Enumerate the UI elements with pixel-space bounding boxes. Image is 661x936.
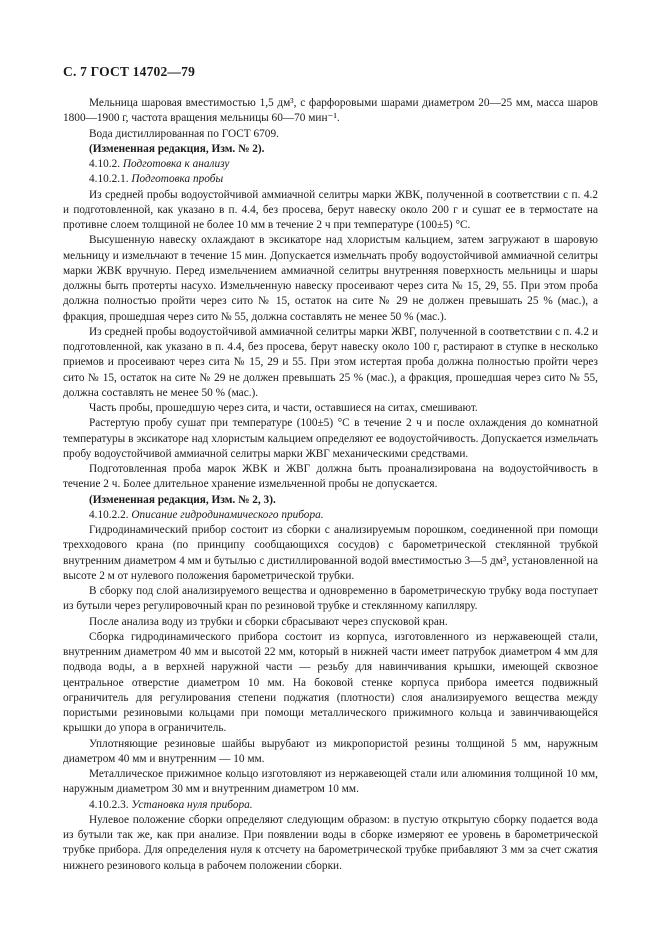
paragraph-text: Гидродинамический прибор состоит из сборки с анализируемым порошком, соединенной при помощи трехходового крана (по принципу сообщающихся сосудов) с барометрической стеклянной трубкой внутренним диаметром 4 мм и бутылью с дистиллированной водой вместимостью 3—5 дм³, установленной на высоте 2 м от нулевого положения барометрической трубки. (63, 524, 598, 582)
paragraph-zhvg-sample (63, 325, 598, 401)
paragraph-text: Вода дистиллированная по ГОСТ 6709. (89, 127, 279, 140)
amendment-note (63, 493, 598, 508)
paragraph-text: Часть пробы, прошедшую через сита, и части, оставшиеся на ситах, смешивают. (89, 402, 478, 414)
section-heading-4-10-2-3 (63, 798, 598, 813)
paragraph-text: (Измененная редакция, Изм. № 2). (89, 142, 265, 155)
paragraph-assembly (63, 630, 598, 737)
section-title: Установка нуля прибора. (131, 798, 253, 811)
paragraph-zhvk-sample (63, 188, 598, 234)
paragraph-text: Из средней пробы водоустойчивой аммиачной селитры марки ЖВГ, полученной в соответствии с п. 4.2 и подготовленной, как указано в п. 4.4, без просева, берут навеску около 100 г, растирают в ступке в несколько приемов и просеивают через сита № 15, 29 и 55. При этом истертая проба должна полностью пройти через сито № 15, остаток на сите № 29 не должен превышать 25 % (мас.), а фракция, прошедшая через сито № 55, должна составлять не менее 50 % (мас.). (63, 325, 598, 399)
paragraph-drain (63, 615, 598, 630)
paragraph-text: Высушенную навеску охлаждают в эксикаторе над хлористым кальцием, затем загружают в шаровую мельницу и измельчают в течение 15 мин. Допускается измельчать пробу водоустойчивой аммиачной селитры марки ЖВК вручную. Перед измельчением аммиачной селитры внутренняя поверхность мельницы и шары должны быть протерты насухо. Измельченную навеску просеивают через сита № 15, 29, 55. При этом проба должна полностью пройти через сито № 15, остаток на сите № 29 не должен превышать 25 % (мас.), а фракция, прошедшая через сито № 55, должна составлять не менее 50 % (мас.). (63, 234, 598, 323)
paragraph-text: Нулевое положение сборки определяют следующим образом: в пустую открытую сборку подается вода из бутыли так же, как при анализе. При появлении воды в сборке измеряют ее уровень в барометрической трубке прибора. Для определения нуля к отсчету на барометрической трубке прибавляют 3 мм за счет сжатия нижнего резинового кольца в рабочем положении сборки. (63, 813, 598, 872)
paragraph-text: После анализа воду из трубки и сборки сбрасывают через спусковой кран. (89, 615, 448, 628)
paragraph-zhvk-grinding (63, 233, 598, 325)
document-body (63, 96, 598, 874)
section-title: Подготовка пробы (131, 173, 224, 186)
paragraph-text: Металлическое прижимное кольцо изготовляют из нержавеющей стали или алюминия толщиной 10 мм, наружным диаметром 30 мм и внутренним диаметром 10 мм. (63, 768, 598, 796)
paragraph-text: В сборку под слой анализируемого вещества и одновременно в барометрическую трубку вода поступает из бутыли через регулировочный кран по резиновой трубке и стеклянному капилляру. (63, 585, 598, 613)
paragraph-ring (63, 767, 598, 798)
section-number: 4.10.2.3. (89, 798, 132, 811)
amendment-note (63, 142, 598, 157)
section-number: 4.10.2.2. (89, 508, 132, 521)
paragraph-washers (63, 737, 598, 768)
section-title: Описание гидродинамического прибора. (131, 508, 324, 521)
paragraph-drying (63, 416, 598, 462)
paragraph-water-supply (63, 584, 598, 615)
paragraph-device-description (63, 523, 598, 584)
section-title: Подготовка к анализу (122, 158, 230, 170)
paragraph-zero-setting (63, 813, 598, 874)
section-heading-4-10-2 (63, 157, 598, 172)
paragraph-water (63, 127, 598, 142)
paragraph-analysis-time (63, 462, 598, 493)
paragraph-mill (63, 96, 598, 127)
section-number: 4.10.2.1. (89, 173, 132, 186)
paragraph-text: Из средней пробы водоустойчивой аммиачной селитры марки ЖВК, полученной в соответствии с п. 4.2 и подготовленной, как указано в п. 4.4, без просева, берут навеску около 200 г и сушат ее в термостате на противне слоем толщиной не более 10 мм в течение 2 ч при температуре (100±5) °С. (63, 188, 598, 231)
paragraph-mixing (63, 401, 598, 416)
paragraph-text: Подготовленная проба марок ЖВК и ЖВГ должна быть проанализирована на водоустойчивость в течение 2 ч. Более длительное хранение измельченной пробы не допускается. (63, 463, 598, 491)
paragraph-text: Мельница шаровая вместимостью 1,5 дм³, с фарфоровыми шарами диаметром 20—25 мм, масса шаров 1800—1900 г, частота вращения мельницы 60—70 мин⁻¹. (63, 97, 598, 125)
section-heading-4-10-2-2 (63, 508, 598, 523)
paragraph-text: (Измененная редакция, Изм. № 2, 3). (89, 493, 276, 506)
section-number: 4.10.2. (89, 158, 123, 170)
paragraph-text: Уплотняющие резиновые шайбы вырубают из микропористой резины толщиной 5 мм, наружным диаметром 40 мм и внутренним — 10 мм. (63, 737, 598, 765)
paragraph-text: Сборка гидродинамического прибора состоит из корпуса, изготовленного из нержавеющей стали, внутренним диаметром 40 мм и высотой 22 мм, который в нижней части имеет патрубок диаметром 4 мм для подвода воды, а в верхней наружной части — резьбу для навинчивания крышки, имеющей сквозное центральное отверстие диаметром 10 мм. На боковой стенке корпуса прибора имеется подвижный ограничитель для регулирования степени поджатия (плотности) слоя анализируемого вещества между пористыми резиновыми кольцами при помощи металлического прижимного кольца и завинчивающейся крышки до упора в ограничитель. (63, 630, 598, 735)
section-heading-4-10-2-1 (63, 172, 598, 187)
paragraph-text: Растертую пробу сушат при температуре (100±5) °С в течение 2 ч и после охлаждения до комнатной температуры в эксикаторе над хлористым кальцием определяют ее водоустойчивость. Допускается измельчать пробу водоустойчивой аммиачной селитры марки ЖВГ механическими средствами. (63, 417, 598, 460)
page-header: С. 7 ГОСТ 14702—79 (63, 64, 196, 79)
